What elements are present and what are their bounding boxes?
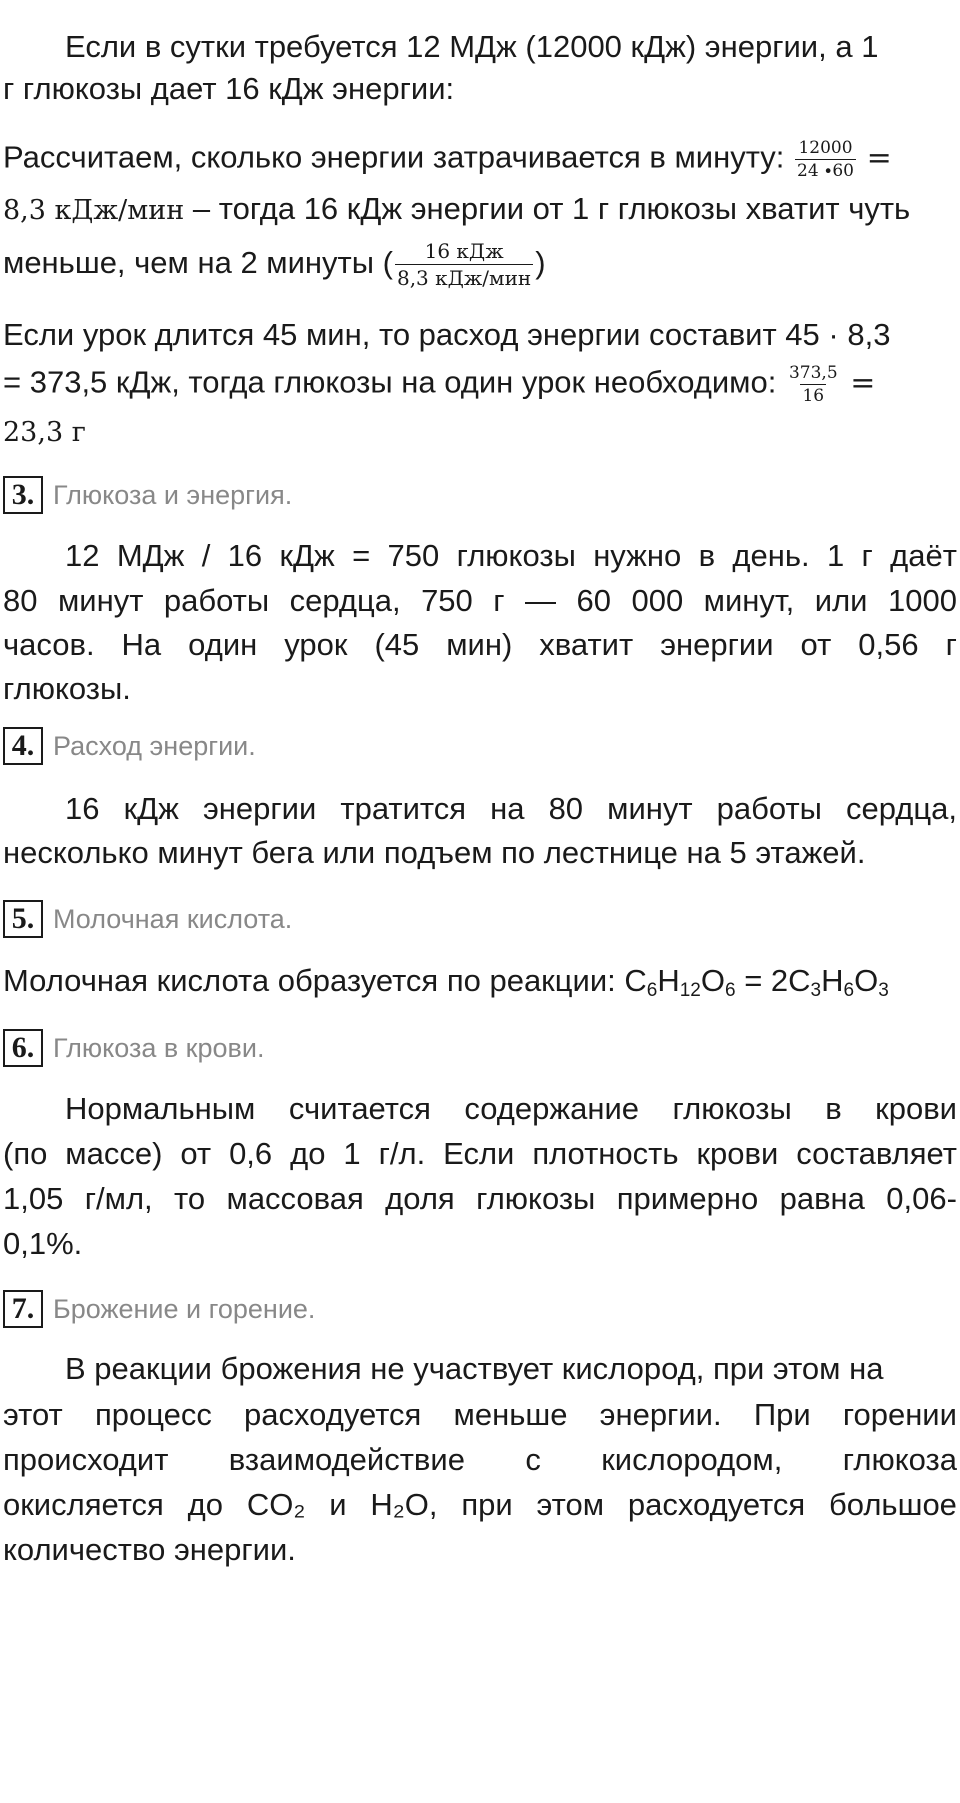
- word: 80: [548, 791, 584, 826]
- word: на: [490, 791, 525, 826]
- word: В реакции брожения не участвует кислород, при этом на: [65, 1351, 884, 1386]
- word: меньше: [453, 1397, 568, 1432]
- fraction-denominator: 24 ∙60: [797, 161, 855, 181]
- word: =: [352, 538, 371, 573]
- calc-line-1: [3, 137, 957, 182]
- word: то: [174, 1181, 206, 1216]
- word: CO₂: [246, 1487, 306, 1522]
- word: (45: [374, 627, 420, 662]
- fraction-numerator: 373,5: [788, 363, 838, 383]
- word: 16: [227, 538, 263, 573]
- section-number-6: 6.: [3, 1029, 43, 1067]
- word: 1: [826, 538, 845, 573]
- s4-line-2: [3, 834, 957, 872]
- formula-element: H: [821, 963, 844, 998]
- word: минут: [607, 791, 693, 826]
- formula-element: C: [624, 963, 647, 998]
- word: окисляется: [3, 1487, 164, 1522]
- fraction-glucose-grams: [787, 362, 840, 407]
- word: тратится: [340, 791, 467, 826]
- word: работы: [163, 583, 270, 618]
- lesson-line-2: [3, 362, 957, 407]
- calc-text-3: меньше, чем на 2 минуты (: [3, 245, 393, 280]
- word: плотность: [532, 1136, 679, 1171]
- section-title-7: Брожение и горение.: [53, 1293, 316, 1324]
- section-header-4: [3, 724, 256, 768]
- section-header-6: [3, 1026, 264, 1070]
- formula-element: O: [700, 963, 725, 998]
- word: один: [188, 627, 258, 662]
- equals-sign: =: [866, 140, 892, 176]
- word: глюкозы: [672, 1091, 792, 1126]
- word: кДж: [279, 538, 335, 573]
- s7-line-5: [3, 1531, 957, 1569]
- word: этот: [3, 1397, 63, 1432]
- formula-subscript: 12: [679, 980, 701, 1001]
- word: даёт: [890, 538, 957, 573]
- section-title-5: Молочная кислота.: [53, 903, 293, 934]
- section-number-4: 4.: [3, 727, 43, 765]
- equals-sign: =: [850, 365, 876, 401]
- word: Если: [443, 1136, 515, 1171]
- word: расходуется: [244, 1397, 422, 1432]
- calc-line-3: [3, 238, 957, 291]
- word: хватит: [539, 627, 634, 662]
- word: минут,: [703, 583, 795, 618]
- s7-line-4: [3, 1486, 957, 1524]
- fraction-energy-per-minute: [795, 137, 856, 182]
- word: глюкозы: [476, 1181, 596, 1216]
- word: крови: [875, 1091, 957, 1126]
- word: примерно: [616, 1181, 759, 1216]
- section-number-7: 7.: [3, 1290, 43, 1328]
- intro-line-2: г глюкозы дает 16 кДж энергии:: [3, 71, 455, 106]
- word: (по: [3, 1136, 48, 1171]
- word: г/мл,: [84, 1181, 153, 1216]
- close-paren: ): [535, 245, 546, 280]
- formula-element: H: [657, 963, 680, 998]
- word: составляет: [796, 1136, 957, 1171]
- word: и: [329, 1487, 347, 1522]
- s5-reaction-line: [3, 962, 957, 1000]
- word: урок: [284, 627, 348, 662]
- word: расходуется: [627, 1487, 806, 1522]
- formula-element: C: [788, 963, 811, 998]
- word: в: [698, 538, 716, 573]
- word: от: [180, 1136, 212, 1171]
- word: 60: [576, 583, 611, 618]
- word: 1: [343, 1136, 361, 1171]
- word: крови: [696, 1136, 779, 1171]
- word: содержание: [464, 1091, 640, 1126]
- fraction-numerator: 12000: [798, 138, 853, 158]
- reaction-equals: = 2: [735, 963, 789, 998]
- word: г: [493, 583, 505, 618]
- s7-line-1: [65, 1350, 957, 1388]
- word: энергии: [660, 627, 774, 662]
- section-header-3: [3, 473, 292, 517]
- word: г: [945, 627, 957, 662]
- section-title-6: Глюкоза в крови.: [53, 1032, 265, 1063]
- word: большое: [829, 1487, 957, 1522]
- s4-line-1: [65, 790, 957, 828]
- word: 80: [3, 583, 38, 618]
- word: происходит: [3, 1442, 169, 1477]
- word: несколько минут бега или подъем по лестнице на 5 этажей.: [3, 835, 866, 870]
- s7-line-2: [3, 1396, 957, 1434]
- word: 16: [65, 791, 100, 826]
- word: сердца,: [289, 583, 401, 618]
- word: 750: [387, 538, 440, 573]
- word: 0,1%.: [3, 1226, 83, 1261]
- word: до: [187, 1487, 224, 1522]
- word: кислородом,: [601, 1442, 783, 1477]
- section-number-3: 3.: [3, 476, 43, 514]
- reaction-intro-text: Молочная кислота образуется по реакции:: [3, 963, 625, 998]
- word: нужно: [593, 538, 682, 573]
- word: день.: [732, 538, 810, 573]
- energy-per-minute-value: 8,3 кДж/мин: [3, 195, 185, 226]
- lesson-line-3: 23,3 г: [3, 417, 86, 448]
- word: этом: [536, 1487, 605, 1522]
- calc-text-2: – тогда 16 кДж энергии от 1 г глюкозы хватит чуть: [184, 191, 911, 226]
- lesson-line-1: Если урок длится 45 мин, то расход энергии составит 45 · 8,3: [3, 317, 891, 352]
- word: глюкозы: [456, 538, 576, 573]
- calc-text-1: Рассчитаем, сколько энергии затрачивается в минуту:: [3, 139, 785, 175]
- word: При: [753, 1397, 811, 1432]
- s6-line-1: [65, 1090, 957, 1128]
- s3-line-3: [3, 626, 957, 664]
- word: 000: [631, 583, 684, 618]
- fraction-minutes: [395, 238, 533, 291]
- s3-line-1: [65, 537, 957, 575]
- word: взаимодействие: [228, 1442, 465, 1477]
- word: 0,06-: [886, 1181, 957, 1216]
- word: Нормальным: [65, 1091, 256, 1126]
- s7-line-3: [3, 1441, 957, 1479]
- word: часов.: [3, 627, 95, 662]
- word: мин): [446, 627, 513, 662]
- word: считается: [288, 1091, 431, 1126]
- s3-line-2: [3, 582, 957, 620]
- formula-subscript: 6: [646, 980, 658, 1001]
- section-title-3: Глюкоза и энергия.: [53, 479, 293, 510]
- word: равна: [779, 1181, 865, 1216]
- word: глюкозы.: [3, 671, 131, 706]
- word: 750: [421, 583, 473, 618]
- word: 1,05: [3, 1181, 64, 1216]
- word: На: [121, 627, 162, 662]
- word: H₂O,: [370, 1487, 438, 1522]
- word: процесс: [94, 1397, 212, 1432]
- word: —: [525, 583, 557, 618]
- reaction-rhs-formula: [788, 963, 889, 1001]
- formula-subscript: 3: [878, 980, 889, 1001]
- word: от: [800, 627, 832, 662]
- word: г/л.: [378, 1136, 426, 1171]
- word: работы: [716, 791, 822, 826]
- word: минут: [57, 583, 144, 618]
- word: сердца,: [846, 791, 957, 826]
- lesson-text-2: = 373,5 кДж, тогда глюкозы на один урок необходимо:: [3, 364, 777, 400]
- word: количество энергии.: [3, 1532, 296, 1567]
- calc-line-2: [3, 190, 957, 230]
- fraction-denominator: 16: [802, 386, 825, 406]
- formula-subscript: 6: [725, 980, 736, 1001]
- formula-subscript: 6: [843, 980, 855, 1001]
- word: в: [825, 1091, 842, 1126]
- word: 0,56: [858, 627, 919, 662]
- word: кДж: [123, 791, 179, 826]
- word: глюкоза: [842, 1442, 957, 1477]
- word: до: [290, 1136, 326, 1171]
- word: доля: [385, 1181, 455, 1216]
- fraction-denominator: 8,3 кДж/мин: [396, 266, 532, 291]
- fraction-numerator: 16 кДж: [424, 239, 504, 264]
- word: 0,6: [229, 1136, 273, 1171]
- s6-line-2: [3, 1135, 957, 1173]
- word: массе): [65, 1136, 163, 1171]
- word: энергии: [202, 791, 317, 826]
- reaction-lhs-formula: [624, 963, 736, 1001]
- s6-line-4: [3, 1225, 957, 1263]
- formula-subscript: 3: [810, 980, 822, 1001]
- word: или: [814, 583, 868, 618]
- section-number-5: 5.: [3, 900, 43, 938]
- s6-line-3: [3, 1180, 957, 1218]
- word: 12: [65, 538, 100, 573]
- word: с: [525, 1442, 541, 1477]
- section-header-5: [3, 897, 292, 941]
- word: при: [461, 1487, 513, 1522]
- word: горении: [842, 1397, 957, 1432]
- word: массовая: [226, 1181, 364, 1216]
- word: г: [861, 538, 873, 573]
- s3-line-4: [3, 670, 957, 708]
- intro-line-1: Если в сутки требуется 12 МДж (12000 кДж) энергии, а 1: [65, 29, 879, 64]
- section-title-4: Расход энергии.: [53, 730, 256, 761]
- word: энергии.: [599, 1397, 722, 1432]
- word: /: [201, 538, 211, 573]
- formula-element: O: [854, 963, 879, 998]
- section-header-7: [3, 1287, 315, 1331]
- word: 1000: [887, 583, 957, 618]
- word: МДж: [116, 538, 185, 573]
